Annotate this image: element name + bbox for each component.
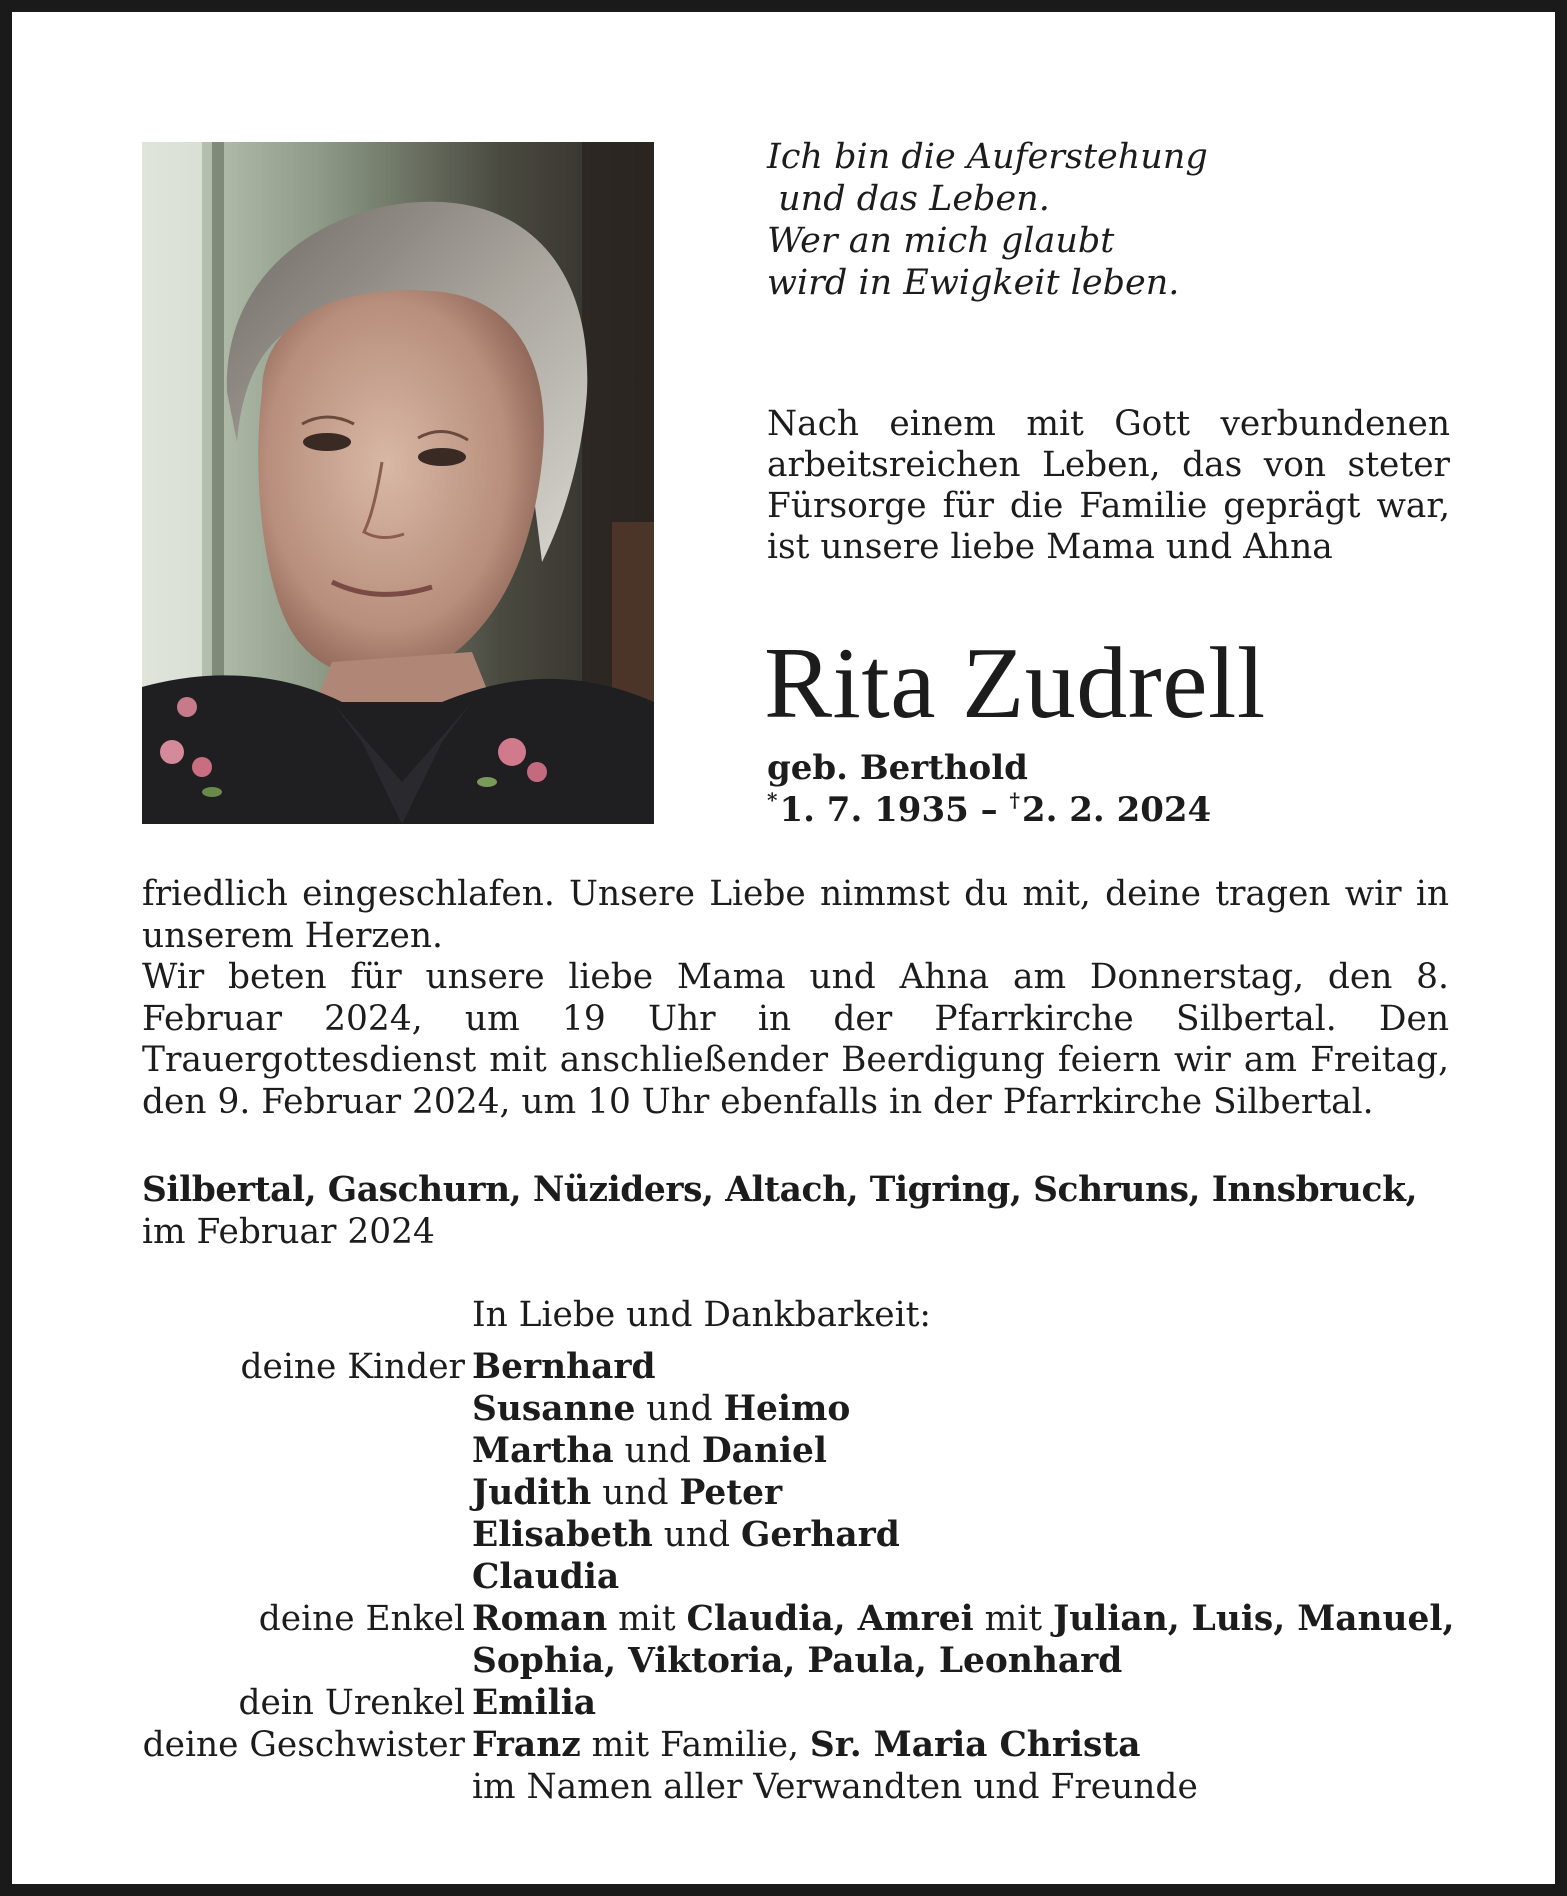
birth-symbol: * bbox=[767, 788, 778, 812]
family-name: Peter bbox=[679, 1473, 783, 1513]
connector-text: mit bbox=[607, 1599, 687, 1639]
name-row bbox=[472, 1724, 1567, 1766]
places-block bbox=[142, 1170, 1462, 1253]
family-name: Susanne bbox=[472, 1389, 636, 1429]
connector-text: im Namen aller Verwandten und Freunde bbox=[472, 1767, 1198, 1807]
connector-text: und bbox=[635, 1389, 724, 1429]
life-dates bbox=[767, 789, 1211, 831]
connector-text: mit bbox=[973, 1599, 1053, 1639]
date-line: im Februar 2024 bbox=[142, 1211, 435, 1252]
connector-text: und bbox=[591, 1473, 680, 1513]
family-list bbox=[12, 1346, 1567, 1808]
locations-line: Silbertal, Gaschurn, Nüziders, Altach, Tigring, Schruns, Innsbruck, bbox=[142, 1170, 1418, 1210]
family-group bbox=[12, 1598, 1567, 1682]
family-name: Judith bbox=[472, 1473, 592, 1513]
connector-text: und bbox=[652, 1515, 741, 1555]
date-separator: – bbox=[968, 790, 1010, 830]
family-name: Roman bbox=[472, 1599, 608, 1639]
family-name: Bernhard bbox=[472, 1347, 656, 1387]
portrait-photo bbox=[142, 142, 654, 824]
portrait-image bbox=[142, 142, 654, 824]
name-row bbox=[472, 1640, 1567, 1682]
family-name: Franz bbox=[472, 1725, 581, 1765]
family-group bbox=[12, 1346, 1567, 1598]
family-name: Gerhard bbox=[741, 1515, 900, 1555]
family-group bbox=[12, 1682, 1567, 1724]
name-row bbox=[472, 1598, 1567, 1640]
body-paragraph: friedlich eingeschlafen. Unsere Liebe nimmst du mit, deine tragen wir in unserem Herzen. bbox=[142, 874, 1449, 956]
names-block bbox=[472, 1724, 1567, 1808]
verse-line: wird in Ewigkeit leben. bbox=[767, 263, 1180, 303]
family-name: Elisabeth bbox=[472, 1515, 653, 1555]
family-name: Julian, Luis, Manuel, bbox=[1053, 1599, 1455, 1639]
relation-label: deine Geschwister bbox=[142, 1725, 465, 1765]
family-group bbox=[12, 1724, 1567, 1808]
names-block bbox=[472, 1346, 1567, 1598]
deceased-name: Rita Zudrell bbox=[764, 627, 1266, 740]
death-date: 2. 2. 2024 bbox=[1021, 790, 1212, 830]
body-paragraph: Wir beten für unsere liebe Mama und Ahna am Donnerstag, den 8. Februar 2024, um 19 Uhr in der Pfarrkirche Silbertal. Den Trauergottesdienst mit anschließender Beerdigung feiern wir am Freitag, den 9. Februar 2024, um 10 Uhr ebenfalls in der Pfarrkirche Silbertal. bbox=[142, 957, 1449, 1122]
name-row bbox=[472, 1430, 1567, 1472]
relation-label: deine Kinder bbox=[240, 1347, 465, 1387]
family-name: Claudia, Amrei bbox=[686, 1599, 974, 1639]
thanks-line: In Liebe und Dankbarkeit: bbox=[472, 1295, 932, 1335]
name-row bbox=[472, 1766, 1567, 1808]
name-row bbox=[472, 1472, 1567, 1514]
family-name: Martha bbox=[472, 1431, 614, 1471]
bible-verse bbox=[767, 136, 1447, 304]
names-block bbox=[472, 1682, 1567, 1724]
name-row bbox=[472, 1682, 1567, 1724]
names-block bbox=[472, 1598, 1567, 1682]
connector-text: mit Familie, bbox=[580, 1725, 810, 1765]
death-symbol: † bbox=[1009, 788, 1020, 812]
connector-text: und bbox=[613, 1431, 702, 1471]
relation-label: dein Urenkel bbox=[238, 1683, 465, 1723]
family-name: Heimo bbox=[723, 1389, 851, 1429]
family-name: Emilia bbox=[472, 1683, 597, 1723]
family-name: Daniel bbox=[701, 1431, 827, 1471]
relation-label: deine Enkel bbox=[258, 1599, 465, 1639]
family-name: Sophia, Viktoria, Paula, Leonhard bbox=[472, 1641, 1123, 1681]
birth-date: 1. 7. 1935 bbox=[779, 790, 969, 830]
body-text bbox=[142, 874, 1449, 1123]
name-row bbox=[472, 1514, 1567, 1556]
verse-line: Ich bin die Auferstehung bbox=[767, 137, 1208, 177]
family-name: Sr. Maria Christa bbox=[809, 1725, 1141, 1765]
maiden-name: geb. Berthold bbox=[767, 748, 1028, 788]
name-row bbox=[472, 1346, 1567, 1388]
name-row bbox=[472, 1388, 1567, 1430]
name-row bbox=[472, 1556, 1567, 1598]
verse-line: Wer an mich glaubt bbox=[767, 221, 1115, 261]
family-name: Claudia bbox=[472, 1557, 620, 1597]
verse-line: und das Leben. bbox=[767, 179, 1050, 219]
intro-paragraph: Nach einem mit Gott verbundenen arbeitsreichen Leben, das von steter Fürsorge für die Familie geprägt war, ist unsere liebe Mama und Ahna bbox=[767, 404, 1450, 567]
